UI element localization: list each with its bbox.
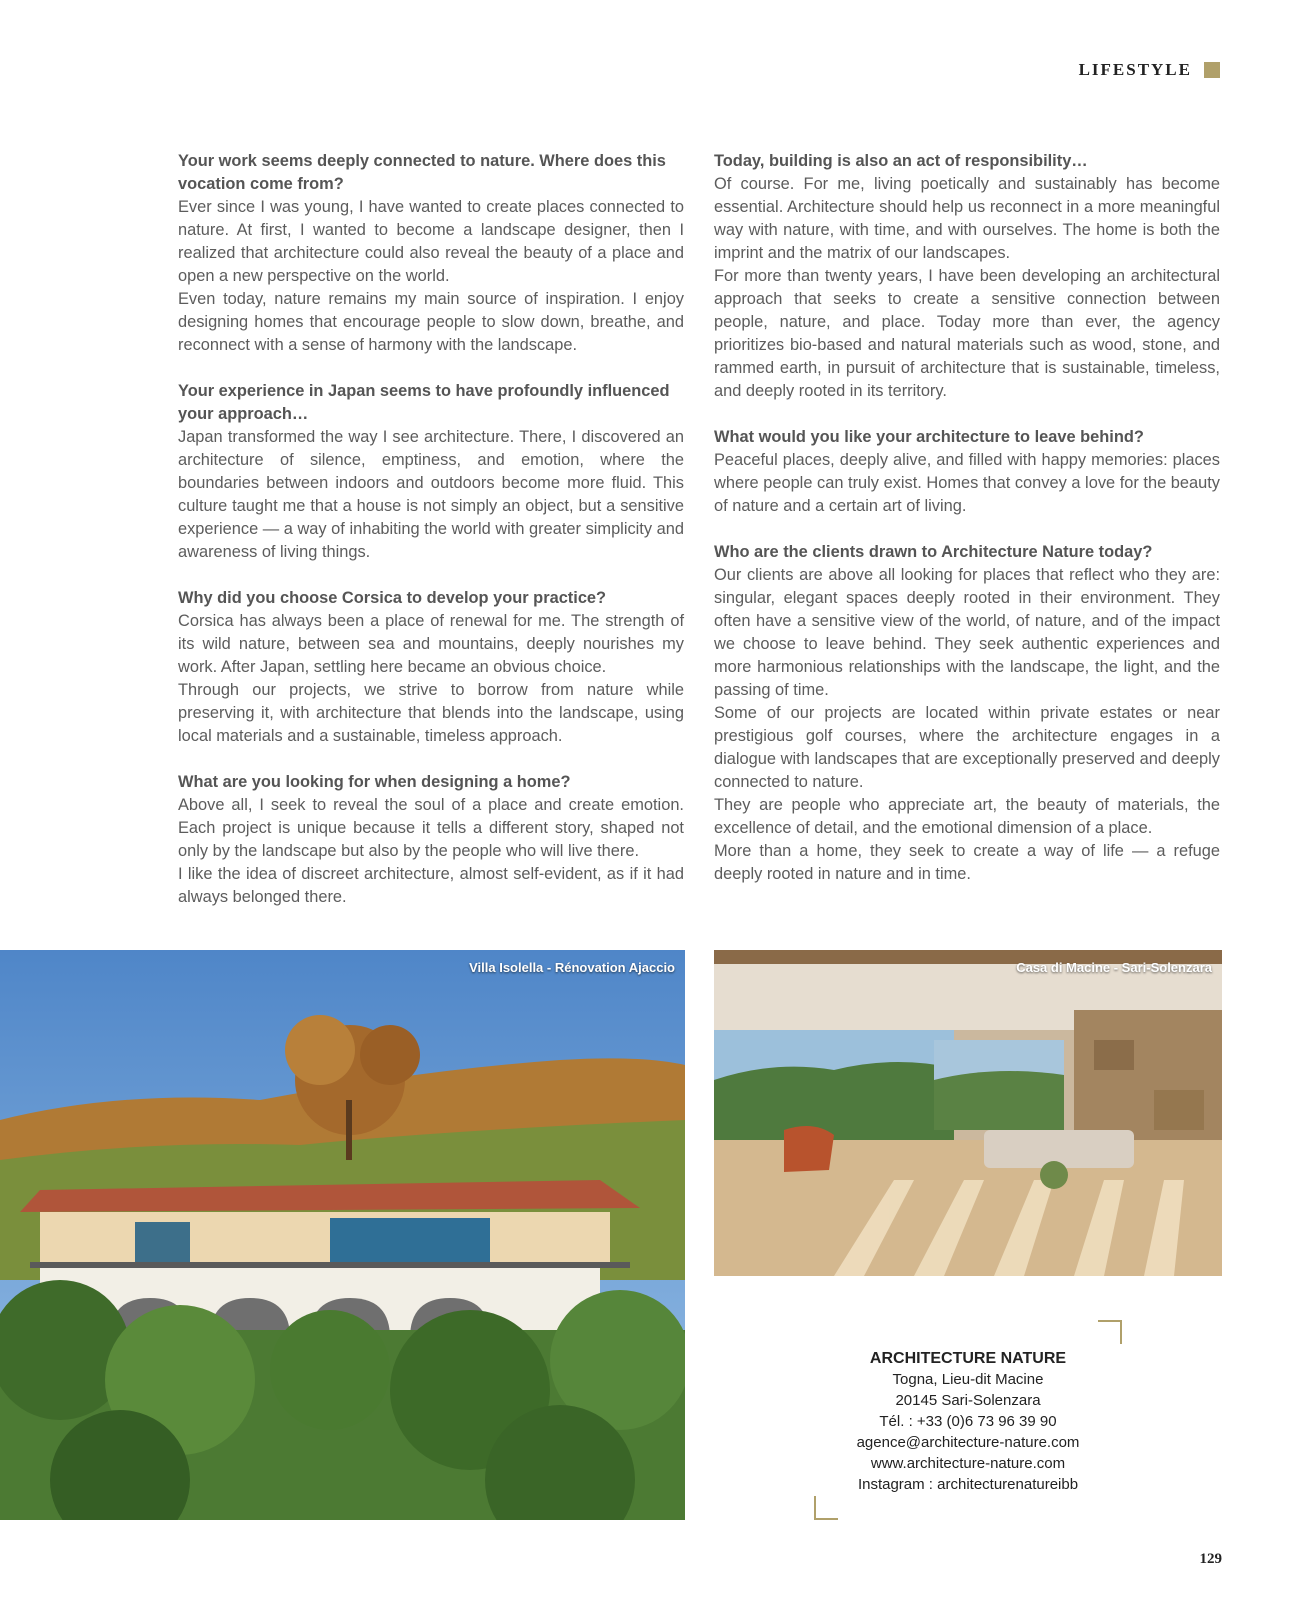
contact-box [808, 1320, 1128, 1520]
qa-block [714, 426, 1220, 518]
interview-answer: Above all, I seek to reveal the soul of a place and create emotion. Each project is unique because it tells a different story, shaped not only by the landscape but also by the people who will live there. [178, 796, 684, 860]
interview-answer: Of course. For me, living poetically and sustainably has become essential. Architecture should help us reconnect in a more meaningful way with nature, with time, and with ourselves. The home is both the imprint and the matrix of our landscapes. [714, 175, 1220, 262]
section-square-icon [1204, 62, 1220, 78]
interview-question: Who are the clients drawn to Architecture Nature today? [714, 543, 1153, 561]
qa-block [714, 541, 1220, 886]
contact-line: www.architecture-nature.com [870, 1455, 1066, 1472]
qa-block [178, 587, 684, 748]
interview-answer: Corsica has always been a place of renewal for me. The strength of its wild nature, between sea and mountains, deeply nourishes my work. After Japan, settling here became an obvious choice. [178, 612, 684, 676]
contact-company-name: ARCHITECTURE NATURE [869, 1350, 1067, 1367]
interview-answer: More than a home, they seek to create a way of life — a refuge deeply rooted in nature and in time. [714, 842, 1220, 883]
contact-line: Togna, Lieu-dit Macine [892, 1371, 1044, 1388]
photo-villa-isolella [0, 950, 685, 1520]
interview-answer: Peaceful places, deeply alive, and filled with happy memories: places where people can truly exist. Homes that convey a love for the beauty of nature and a certain art of living. [714, 451, 1220, 515]
interview-question: What would you like your architecture to leave behind? [714, 428, 1144, 446]
interview-answer: Through our projects, we strive to borrow from nature while preserving it, with architecture that blends into the landscape, using local materials and a sustainable, timeless approach. [178, 681, 684, 745]
photo-caption-casa: Casa di Macine - Sari-Solenzara [1016, 960, 1212, 975]
interview-answer: For more than twenty years, I have been developing an architectural approach that seeks to create a sensitive connection between people, nature, and place. Today more than ever, the agency prioritizes bio-based and natural materials such as wood, stone, and rammed earth, in pursuit of architecture that is sustainable, timeless, and deeply rooted in its territory. [714, 267, 1220, 400]
contact-line: 20145 Sari-Solenzara [895, 1392, 1041, 1409]
contact-line: Tél. : +33 (0)6 73 96 39 90 [879, 1413, 1057, 1430]
qa-block [714, 150, 1220, 403]
interview-question: Your work seems deeply connected to nature. Where does this vocation come from? [178, 152, 666, 193]
contact-details [808, 1348, 1128, 1495]
corner-bracket-top-right [1098, 1320, 1122, 1344]
article-column-left [178, 150, 684, 932]
interview-answer: I like the idea of discreet architecture, almost self-evident, as if it had always belonged there. [178, 865, 684, 906]
section-label: LIFESTYLE [1078, 60, 1192, 79]
photo-casa-di-macine [714, 950, 1222, 1276]
qa-block [178, 771, 684, 909]
contact-line: Instagram : architecturenatureibb [857, 1476, 1079, 1493]
qa-block [178, 380, 684, 564]
interview-answer: Even today, nature remains my main source of inspiration. I enjoy designing homes that encourage people to slow down, breathe, and reconnect with a sense of harmony with the landscape. [178, 290, 684, 354]
interview-question: Your experience in Japan seems to have profoundly influenced your approach… [178, 382, 670, 423]
interview-question: Why did you choose Corsica to develop your practice? [178, 589, 607, 607]
interview-answer: Japan transformed the way I see architecture. There, I discovered an architecture of silence, emptiness, and emotion, where the boundaries between indoors and outdoors become more fluid. This culture taught me that a house is not simply an object, but a sensitive experience — a way of inhabiting the world with greater simplicity and awareness of living things. [178, 428, 684, 561]
interview-question: Today, building is also an act of responsibility… [714, 152, 1088, 170]
contact-line: agence@architecture-nature.com [856, 1434, 1080, 1451]
corner-bracket-bottom-left [814, 1496, 838, 1520]
interview-answer: Our clients are above all looking for places that reflect who they are: singular, elegant spaces deeply rooted in their environment. They often have a sensitive view of the world, of nature, and of the impact we choose to leave behind. They seek authentic experiences and more harmonious relationships with the landscape, the light, and the passing of time. [714, 566, 1220, 699]
interview-answer: Ever since I was young, I have wanted to create places connected to nature. At first, I wanted to become a landscape designer, then I realized that architecture could also reveal the beauty of a place and open a new perspective on the world. [178, 198, 684, 285]
interview-answer: They are people who appreciate art, the beauty of materials, the excellence of detail, and the emotional dimension of a place. [714, 796, 1220, 837]
interview-answer: Some of our projects are located within private estates or near prestigious golf courses, where the architecture engages in a dialogue with landscapes that are exceptionally preserved and deeply connected to nature. [714, 704, 1220, 791]
article-column-right [714, 150, 1220, 909]
page-number: 129 [1199, 1551, 1222, 1567]
interview-question: What are you looking for when designing a home? [178, 773, 571, 791]
section-header [1079, 60, 1220, 80]
qa-block [178, 150, 684, 357]
photo-caption-villa: Villa Isolella - Rénovation Ajaccio [469, 960, 675, 975]
